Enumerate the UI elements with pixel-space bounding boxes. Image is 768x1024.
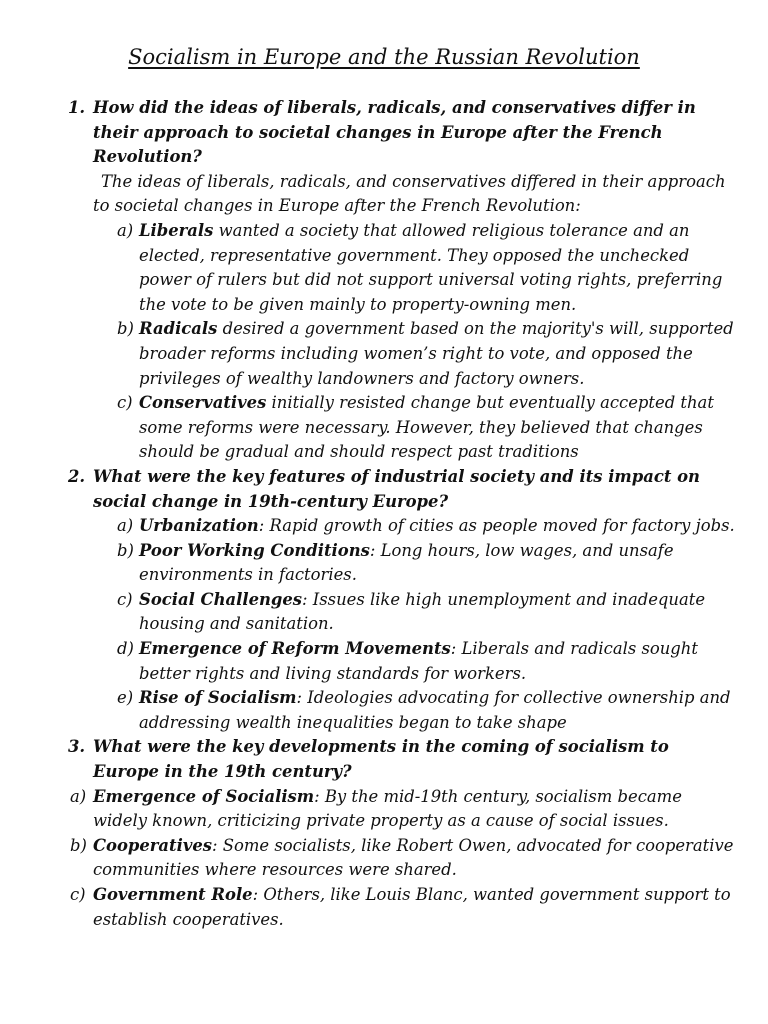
question-number: 3. xyxy=(68,737,86,757)
list-marker: b) xyxy=(117,319,134,339)
list-item xyxy=(66,588,736,637)
item-text: initially resisted change but eventually accepted that some reforms were necessary. However, they believed that changes should be gradual and should respect past traditions xyxy=(139,393,714,462)
document-body xyxy=(66,96,736,932)
question-1 xyxy=(66,96,736,170)
list-marker: e) xyxy=(117,688,134,708)
list-item xyxy=(66,317,736,391)
item-sep: : xyxy=(369,540,376,560)
item-text: Rapid growth of cities as people moved for factory jobs. xyxy=(264,516,735,536)
item-text: Others, like Louis Blanc, wanted government support to establish cooperatives. xyxy=(93,885,731,929)
list-item xyxy=(66,637,736,686)
list-marker: a) xyxy=(117,220,134,240)
list-marker: c) xyxy=(117,393,133,413)
list-marker: c) xyxy=(70,885,86,904)
item-term: Emergence of Reform Movements xyxy=(139,639,451,659)
item-term: Poor Working Conditions xyxy=(139,540,370,560)
list-item xyxy=(66,686,736,735)
list-marker: b) xyxy=(117,540,134,560)
question-2 xyxy=(66,465,736,514)
item-sep: : xyxy=(212,835,218,855)
item-text: Long hours, low wages, and unsafe environments in factories. xyxy=(139,540,674,585)
item-sep: : xyxy=(450,639,457,659)
item-term: Liberals xyxy=(139,220,214,240)
list-marker: b) xyxy=(70,835,87,855)
item-text: wanted a society that allowed religious tolerance and an elected, representative government. They opposed the unchecked power of rulers but did not support universal voting rights, preferring the vote to be given mainly to property-owning men. xyxy=(139,220,723,314)
item-text: Issues like high unemployment and inadequate housing and sanitation. xyxy=(139,589,706,634)
list-item xyxy=(66,514,736,539)
item-text: By the mid-19th century, socialism became widely known, criticizing private property as a cause of social issues. xyxy=(93,786,682,831)
question-text: How did the ideas of liberals, radicals, and conservatives differ in their approach to societal changes in Europe after the French Revolution? xyxy=(93,98,696,167)
item-text: desired a government based on the majority's will, supported broader reforms including women’s right to vote, and opposed the privileges of wealthy landowners and factory owners. xyxy=(139,319,734,388)
question-number: 2. xyxy=(68,466,86,486)
item-sep: : xyxy=(314,786,320,806)
list-marker: c) xyxy=(117,589,133,609)
item-text: Ideologies advocating for collective ownership and addressing wealth inequalities began to take shape xyxy=(139,688,731,732)
item-text: Liberals and radicals sought better rights and living standards for workers. xyxy=(139,639,698,683)
item-term: Social Challenges xyxy=(139,589,303,609)
item-sep: : xyxy=(258,516,265,536)
list-item xyxy=(66,391,736,465)
item-sep: : xyxy=(296,688,303,708)
question-number: 1. xyxy=(68,98,86,117)
item-term: Rise of Socialism xyxy=(139,688,297,708)
list-item xyxy=(66,883,736,932)
item-term: Conservatives xyxy=(139,393,267,413)
item-sep: : xyxy=(302,589,308,609)
item-sep: : xyxy=(252,885,259,904)
list-item xyxy=(66,785,736,834)
item-term: Radicals xyxy=(139,319,218,339)
answer-intro: The ideas of liberals, radicals, and conservatives differed in their approach to societal changes in Europe after the French Revolution: xyxy=(93,171,726,216)
item-term: Emergence of Socialism xyxy=(93,786,315,806)
list-marker: a) xyxy=(70,786,87,806)
list-item xyxy=(66,834,736,883)
list-marker: d) xyxy=(117,639,134,659)
question-text: What were the key developments in the coming of socialism to Europe in the 19th century? xyxy=(93,737,669,782)
list-item xyxy=(66,219,736,317)
item-text: Some socialists, like Robert Owen, advocated for cooperative communities where resources were shared. xyxy=(93,835,734,880)
list-item xyxy=(66,539,736,588)
question-text: What were the key features of industrial society and its impact on social change in 19th-century Europe? xyxy=(93,466,700,511)
question-3 xyxy=(66,735,736,784)
page-title: Socialism in Europe and the Russian Revolution xyxy=(128,45,640,69)
list-marker: a) xyxy=(117,516,134,536)
item-term: Government Role xyxy=(93,885,253,904)
item-term: Urbanization xyxy=(139,516,259,536)
item-term: Cooperatives xyxy=(93,835,213,855)
